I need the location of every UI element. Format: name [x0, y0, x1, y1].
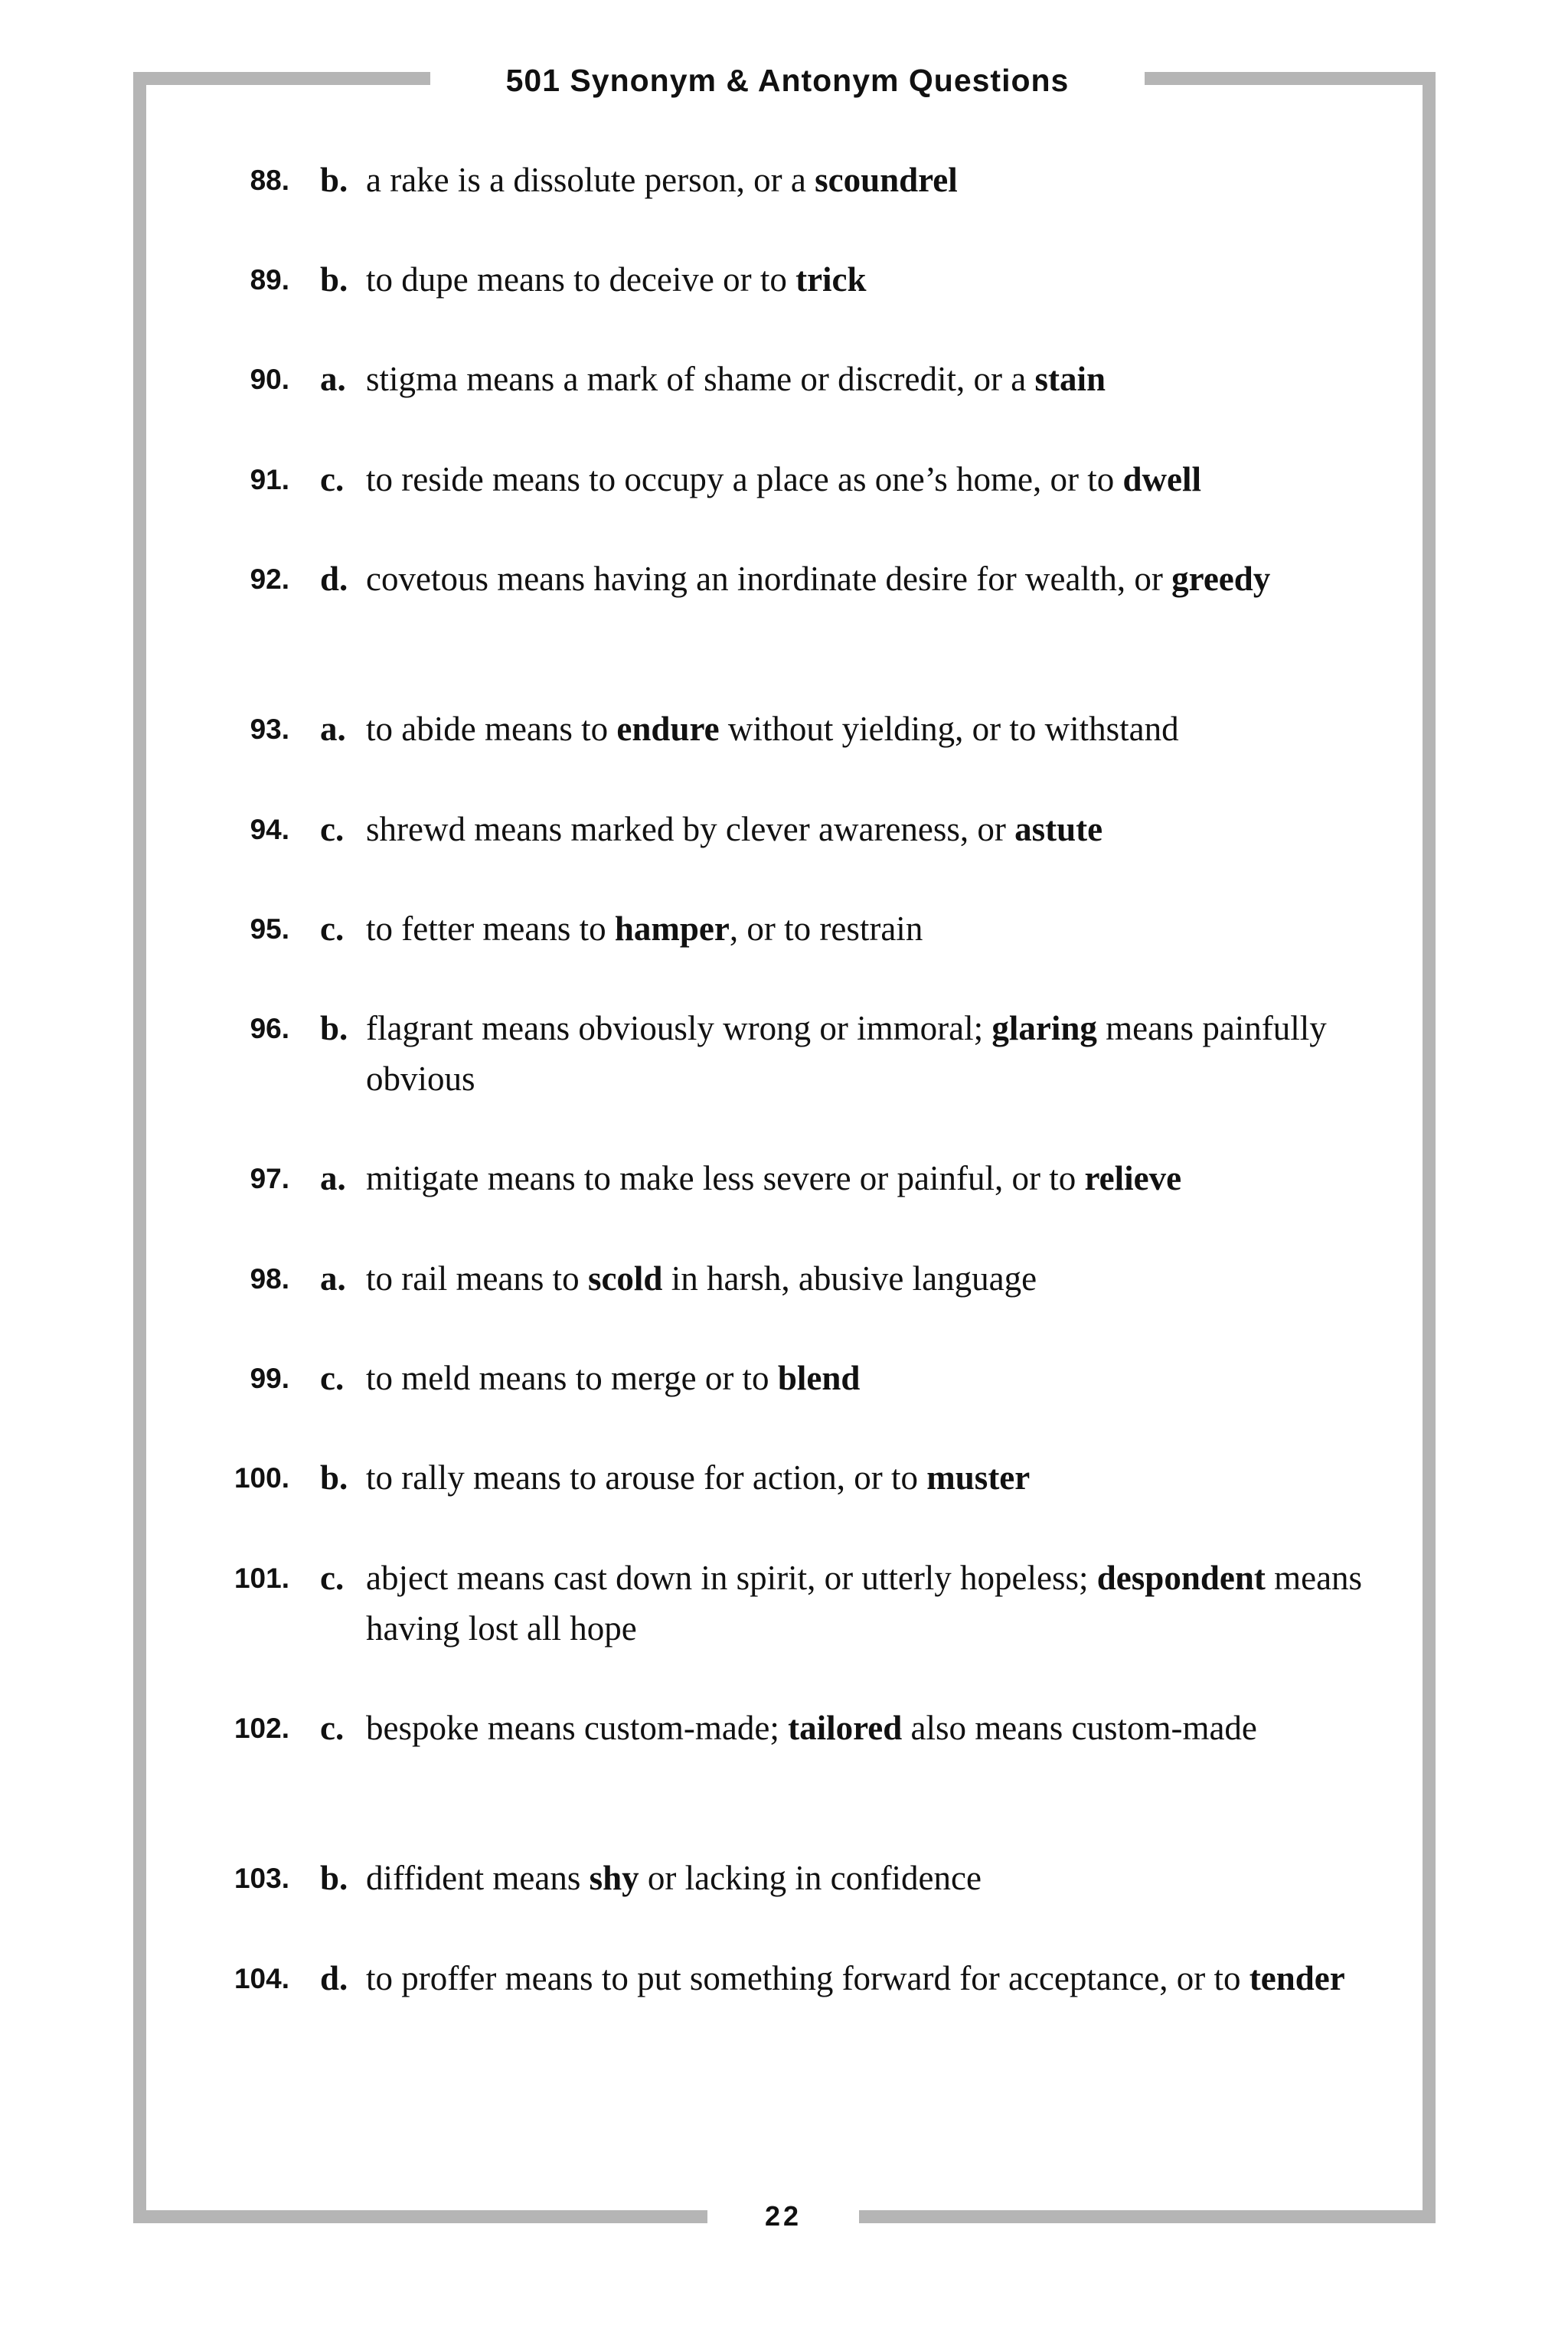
answer-explanation: [366, 1553, 1384, 1654]
explanation-text: to rally means to arouse for action, or to: [366, 1458, 927, 1497]
answer-keyword: astute: [1014, 810, 1103, 848]
answer-letter: c.: [320, 910, 345, 948]
answer-letter: a.: [320, 1259, 346, 1298]
answer-explanation: [366, 1853, 1384, 1903]
page-frame-right: [1423, 72, 1436, 2223]
page-frame-bottom-right: [859, 2210, 1436, 2223]
answer-keyword: tailored: [788, 1709, 903, 1747]
answer-keyword: shy: [589, 1859, 639, 1897]
question-number: 89.: [250, 264, 289, 296]
answer-keyword: muster: [926, 1458, 1031, 1497]
answer-letter: b.: [320, 161, 348, 199]
page-frame-top-right: [1145, 72, 1436, 85]
question-number: 98.: [250, 1263, 289, 1295]
question-number: 101.: [234, 1563, 289, 1594]
answer-keyword: greedy: [1171, 560, 1271, 598]
answer-explanation: [366, 254, 1384, 305]
explanation-text: to proffer means to put something forward for acceptance, or to: [366, 1959, 1250, 1997]
explanation-text: to abide means to: [366, 710, 617, 748]
question-number: 103.: [234, 1863, 289, 1894]
answer-keyword: tender: [1249, 1959, 1345, 1997]
question-number: 91.: [250, 464, 289, 495]
explanation-text: flagrant means obviously wrong or immoral;: [366, 1009, 992, 1047]
explanation-text: to rail means to: [366, 1259, 588, 1298]
answer-letter: b.: [320, 1859, 348, 1897]
explanation-text: without yielding, or to withstand: [719, 710, 1179, 748]
explanation-text: to meld means to merge or to: [366, 1359, 778, 1397]
answer-explanation: [366, 554, 1384, 604]
answer-explanation: [366, 354, 1384, 404]
explanation-text: covetous means having an inordinate desire for wealth, or: [366, 560, 1172, 598]
question-number: 94.: [250, 814, 289, 845]
question-number: 92.: [250, 563, 289, 595]
answer-letter: d.: [320, 560, 348, 598]
explanation-text: stigma means a mark of shame or discredit, or a: [366, 360, 1035, 398]
question-number: 97.: [250, 1163, 289, 1194]
explanation-text: or lacking in confidence: [639, 1859, 982, 1897]
answer-letter: b.: [320, 1458, 348, 1497]
question-number: 95.: [250, 913, 289, 945]
answer-explanation: [366, 1703, 1384, 1753]
answer-explanation: [366, 1953, 1384, 2004]
explanation-text: to reside means to occupy a place as one’s home, or to: [366, 460, 1123, 498]
answer-keyword: glaring: [991, 1009, 1097, 1047]
answer-keyword: despondent: [1096, 1559, 1266, 1597]
page-frame-left: [133, 72, 146, 2223]
explanation-text: abject means cast down in spirit, or utterly hopeless;: [366, 1559, 1097, 1597]
answer-keyword: endure: [616, 710, 720, 748]
answer-letter: c.: [320, 1359, 345, 1397]
explanation-text: a rake is a dissolute person, or a: [366, 161, 815, 199]
page-frame-top-left: [133, 72, 430, 85]
question-number: 90.: [250, 364, 289, 395]
answer-keyword: dwell: [1122, 460, 1201, 498]
explanation-text: in harsh, abusive language: [662, 1259, 1037, 1298]
question-number: 96.: [250, 1013, 289, 1044]
answer-letter: a.: [320, 1159, 346, 1197]
answer-explanation: [366, 1452, 1384, 1503]
running-header: 501 Synonym & Antonym Questions: [505, 63, 1070, 98]
answer-explanation: [366, 704, 1384, 754]
answer-keyword: hamper: [614, 910, 730, 948]
explanation-text: diffident means: [366, 1859, 590, 1897]
answer-letter: b.: [320, 1009, 348, 1047]
explanation-text: , or to restrain: [729, 910, 923, 948]
explanation-text: also means custom-made: [902, 1709, 1257, 1747]
answer-letter: c.: [320, 810, 345, 848]
answer-keyword: trick: [795, 260, 867, 299]
answer-letter: b.: [320, 260, 348, 299]
answer-keyword: scoundrel: [815, 161, 958, 199]
answer-explanation: [366, 903, 1384, 954]
answer-explanation: [366, 1003, 1384, 1104]
question-number: 99.: [250, 1363, 289, 1394]
answer-letter: c.: [320, 460, 345, 498]
explanation-text: mitigate means to make less severe or painful, or to: [366, 1159, 1085, 1197]
answer-keyword: stain: [1034, 360, 1106, 398]
answer-explanation: [366, 1353, 1384, 1403]
answer-keyword: relieve: [1084, 1159, 1182, 1197]
answer-explanation: [366, 804, 1384, 854]
explanation-text: bespoke means custom-made;: [366, 1709, 789, 1747]
question-number: 93.: [250, 714, 289, 745]
explanation-text: to dupe means to deceive or to: [366, 260, 796, 299]
page-frame-bottom-left: [133, 2210, 707, 2223]
explanation-text: to fetter means to: [366, 910, 615, 948]
answer-explanation: [366, 1253, 1384, 1304]
answer-letter: a.: [320, 360, 346, 398]
answer-letter: c.: [320, 1709, 345, 1747]
answer-letter: c.: [320, 1559, 345, 1597]
explanation-text: means painfully obvious: [366, 1009, 1327, 1098]
answer-keyword: scold: [587, 1259, 663, 1298]
question-number: 88.: [250, 165, 289, 196]
answer-keyword: blend: [777, 1359, 861, 1397]
question-number: 100.: [234, 1462, 289, 1494]
explanation-text: means having lost all hope: [366, 1559, 1363, 1648]
answer-explanation: [366, 1153, 1384, 1203]
answer-explanation: [366, 155, 1384, 205]
answer-letter: d.: [320, 1959, 348, 1997]
page-number: 22: [764, 2200, 802, 2232]
explanation-text: shrewd means marked by clever awareness, or: [366, 810, 1015, 848]
answer-explanation: [366, 454, 1384, 505]
question-number: 102.: [234, 1713, 289, 1744]
question-number: 104.: [234, 1963, 289, 1994]
answer-letter: a.: [320, 710, 346, 748]
